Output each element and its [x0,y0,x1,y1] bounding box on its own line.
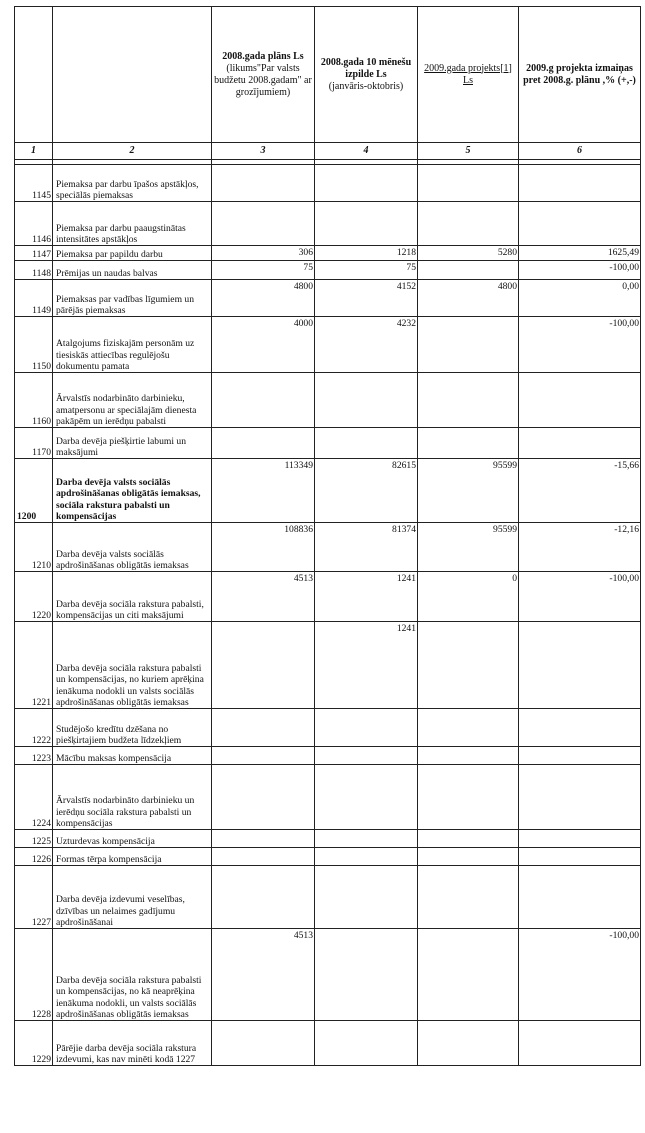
row-value-exec [315,848,418,866]
row-code: 1229 [15,1021,53,1066]
row-value-change [519,202,641,246]
row-value-exec [315,202,418,246]
row-value-change: 0,00 [519,280,641,317]
header-code [15,7,53,143]
header-execution-2008 [315,7,418,143]
table-row [15,202,641,246]
row-value-plan [212,709,315,747]
row-value-exec: 4152 [315,280,418,317]
row-value-plan [212,165,315,202]
column-number: 6 [519,143,641,160]
header-plan-2008-note: (likums"Par valsts budžetu 2008.gadam" ar grozījumiem) [214,62,312,98]
table-row [15,747,641,765]
table-row [15,280,641,317]
row-value-change [519,830,641,848]
row-code: 1221 [15,622,53,709]
row-value-plan: 4000 [212,317,315,373]
table-row [15,459,641,523]
header-execution-2008-note: (janvāris-oktobris) [328,80,404,92]
row-value-exec [315,373,418,428]
row-value-exec: 1241 [315,572,418,622]
header-execution-2008-title: 2008.gada 10 mēnešu izpilde Ls [320,56,412,80]
row-code: 1146 [15,202,53,246]
row-value-exec [315,747,418,765]
header-change [519,7,641,143]
header-project-2009-link[interactable]: 2009.gada projekts[1] Ls [424,62,512,86]
row-description: Darba devēja piešķirtie labumi un maksājumi [53,428,212,459]
header-plan-2008 [212,7,315,143]
row-value-exec: 82615 [315,459,418,523]
row-value-proj: 5280 [418,246,519,261]
row-value-proj [418,866,519,929]
row-value-plan: 4800 [212,280,315,317]
row-description: Studējošo kredītu dzēšana no piešķirtajiem budžeta līdzekļiem [53,709,212,747]
column-number: 3 [212,143,315,160]
column-number-row [15,143,641,160]
row-value-proj [418,317,519,373]
row-value-plan [212,765,315,830]
row-description: Darba devēja sociāla rakstura pabalsti un kompensācijas, no kuriem aprēķina ienākuma nodokli un valsts sociālās apdrošināšanas obligātās iemaksas [53,622,212,709]
table-row [15,830,641,848]
table-row [15,165,641,202]
table-body [15,165,641,1066]
table-row [15,929,641,1021]
row-value-proj [418,709,519,747]
row-description: Mācību maksas kompensācija [53,747,212,765]
table-row [15,765,641,830]
row-value-exec [315,765,418,830]
row-description: Atalgojums fiziskajām personām uz tiesiskās attiecības regulējošu dokumentu pamata [53,317,212,373]
row-code: 1210 [15,523,53,572]
row-value-exec: 4232 [315,317,418,373]
row-value-change [519,848,641,866]
row-code: 1226 [15,848,53,866]
row-description: Ārvalstīs nodarbināto darbinieku, amatpersonu ar speciālajām dienesta pakāpēm un ierēdņu pabalsti [53,373,212,428]
row-value-proj [418,830,519,848]
row-description: Darba devēja valsts sociālās apdrošināšanas obligātās iemaksas, sociāla rakstura pabalsti un kompensācijas [53,459,212,523]
row-value-change: 1625,49 [519,246,641,261]
row-description: Piemaksa par darbu īpašos apstākļos, speciālās piemaksas [53,165,212,202]
row-value-plan [212,848,315,866]
table-row [15,572,641,622]
row-value-change: -15,66 [519,459,641,523]
row-value-exec [315,830,418,848]
row-value-exec: 1218 [315,246,418,261]
row-value-proj [418,261,519,280]
row-value-proj [418,747,519,765]
row-description: Piemaksas par vadības līgumiem un pārējās piemaksas [53,280,212,317]
table-row [15,261,641,280]
row-code: 1228 [15,929,53,1021]
row-value-change: -100,00 [519,929,641,1021]
row-value-change [519,709,641,747]
header-row [15,7,641,143]
column-number: 5 [418,143,519,160]
row-value-plan: 4513 [212,572,315,622]
row-code: 1170 [15,428,53,459]
row-value-change: -100,00 [519,572,641,622]
table-row [15,1021,641,1066]
row-value-exec: 75 [315,261,418,280]
row-value-proj [418,622,519,709]
row-code: 1150 [15,317,53,373]
row-description: Pārējie darba devēja sociāla rakstura izdevumi, kas nav minēti kodā 1227 [53,1021,212,1066]
header-project-2009[interactable] [418,7,519,143]
row-code: 1160 [15,373,53,428]
row-code: 1227 [15,866,53,929]
row-value-change [519,373,641,428]
row-code: 1149 [15,280,53,317]
row-value-change: -12,16 [519,523,641,572]
row-value-change [519,165,641,202]
table-row [15,523,641,572]
row-value-exec: 1241 [315,622,418,709]
table-row [15,246,641,261]
row-code: 1224 [15,765,53,830]
row-value-plan: 113349 [212,459,315,523]
row-value-proj: 0 [418,572,519,622]
row-description: Darba devēja sociāla rakstura pabalsti un kompensācijas, no kā neaprēķina ienākuma nodokli, un valsts sociālās apdrošināšanas obligātās iemaksas [53,929,212,1021]
row-value-proj [418,765,519,830]
row-value-change: -100,00 [519,261,641,280]
row-code: 1148 [15,261,53,280]
row-value-proj: 95599 [418,523,519,572]
table-row [15,428,641,459]
row-value-exec [315,929,418,1021]
row-value-plan [212,428,315,459]
row-value-exec [315,1021,418,1066]
row-code: 1225 [15,830,53,848]
row-value-plan: 306 [212,246,315,261]
row-value-proj: 95599 [418,459,519,523]
row-value-exec [315,709,418,747]
row-value-change [519,428,641,459]
row-value-proj [418,848,519,866]
header-change-title: 2009.g projekta izmaiņas pret 2008.g. plānu ,% (+,-) [523,62,636,86]
row-value-plan: 108836 [212,523,315,572]
row-code: 1223 [15,747,53,765]
table-row [15,622,641,709]
row-value-plan [212,373,315,428]
row-value-exec: 81374 [315,523,418,572]
row-code: 1147 [15,246,53,261]
row-description: Ārvalstīs nodarbināto darbinieku un ierēdņu sociāla rakstura pabalsti un kompensācijas [53,765,212,830]
row-code: 1200 [15,459,53,523]
column-number: 1 [15,143,53,160]
row-value-exec [315,866,418,929]
row-value-proj [418,1021,519,1066]
row-description: Formas tērpa kompensācija [53,848,212,866]
row-code: 1222 [15,709,53,747]
table-row [15,373,641,428]
row-value-plan [212,830,315,848]
header-plan-2008-title: 2008.gada plāns Ls [222,50,304,62]
header-description [53,7,212,143]
row-value-plan: 4513 [212,929,315,1021]
row-value-proj [418,929,519,1021]
row-value-change [519,765,641,830]
row-value-change [519,1021,641,1066]
row-description: Darba devēja sociāla rakstura pabalsti, kompensācijas un citi maksājumi [53,572,212,622]
row-description: Darba devēja valsts sociālās apdrošināšanas obligātās iemaksas [53,523,212,572]
row-value-change [519,622,641,709]
row-value-proj: 4800 [418,280,519,317]
row-value-plan [212,202,315,246]
budget-table [14,6,641,1066]
row-value-proj [418,373,519,428]
row-value-proj [418,165,519,202]
row-value-plan: 75 [212,261,315,280]
row-value-plan [212,622,315,709]
row-value-plan [212,747,315,765]
row-value-exec [315,165,418,202]
row-value-change [519,747,641,765]
table-row [15,848,641,866]
row-value-proj [418,428,519,459]
row-code: 1220 [15,572,53,622]
row-value-proj [418,202,519,246]
row-value-change [519,866,641,929]
row-description: Piemaksa par darbu paaugstinātas intensitātes apstākļos [53,202,212,246]
column-number: 4 [315,143,418,160]
column-number: 2 [53,143,212,160]
table-row [15,317,641,373]
row-value-plan [212,1021,315,1066]
row-description: Uzturdevas kompensācija [53,830,212,848]
row-description: Prēmijas un naudas balvas [53,261,212,280]
row-description: Darba devēja izdevumi veselības, dzīvības un nelaimes gadījumu apdrošināšanai [53,866,212,929]
row-value-change: -100,00 [519,317,641,373]
row-description: Piemaksa par papildu darbu [53,246,212,261]
row-value-plan [212,866,315,929]
row-code: 1145 [15,165,53,202]
table-row [15,866,641,929]
table-row [15,709,641,747]
row-value-exec [315,428,418,459]
